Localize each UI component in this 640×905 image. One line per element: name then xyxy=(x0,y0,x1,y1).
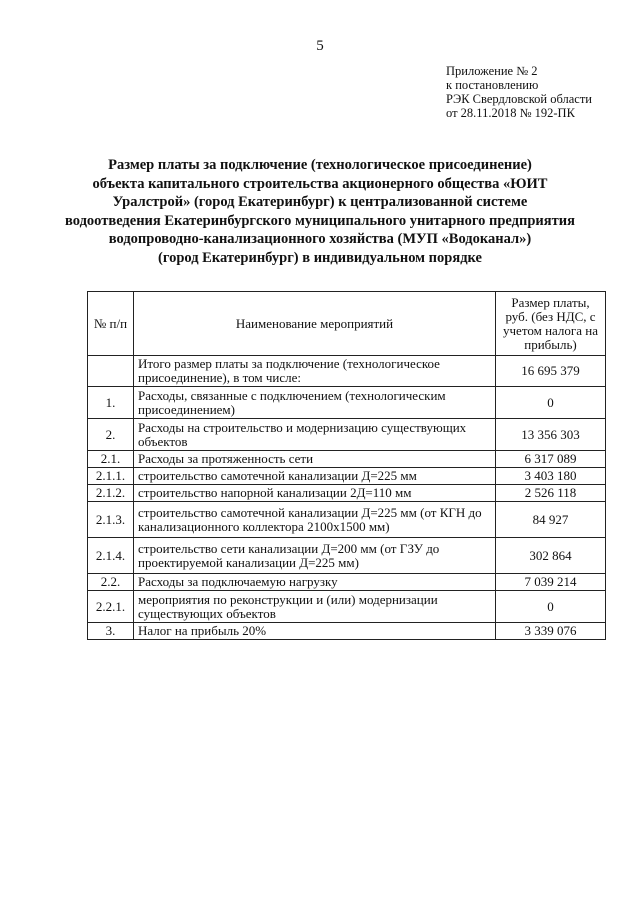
appendix-line: РЭК Свердловской области xyxy=(446,92,592,106)
appendix-line: от 28.11.2018 № 192-ПК xyxy=(446,106,575,120)
page-number: 5 xyxy=(316,38,324,54)
row-number: 2.1.1. xyxy=(88,468,134,485)
row-name: мероприятия по реконструкции и (или) модернизации существующих объектов xyxy=(134,591,496,623)
appendix-line: Приложение № 2 xyxy=(446,64,538,78)
header-name: Наименование мероприятий xyxy=(134,292,496,356)
title-line: объекта капитального строительства акционерного общества «ЮИТ xyxy=(92,175,548,192)
table-row xyxy=(88,387,606,419)
row-name: строительство самотечной канализации Д=225 мм (от КГН до канализационного коллектора 2100х1500 мм) xyxy=(134,502,496,538)
title-line: Уралстрой» (город Екатеринбург) к централизованной системе xyxy=(112,194,528,211)
row-number: 2.2.1. xyxy=(88,591,134,623)
appendix-block xyxy=(446,64,592,120)
row-number: 2.1.2. xyxy=(88,485,134,502)
table-row xyxy=(88,538,606,574)
row-name: строительство сети канализации Д=200 мм (от ГЗУ до проектируемой канализации Д=225 мм) xyxy=(134,538,496,574)
row-value: 3 339 076 xyxy=(496,623,606,640)
row-value: 0 xyxy=(496,387,606,419)
row-name: Налог на прибыль 20% xyxy=(134,623,496,640)
table-header-row xyxy=(88,292,606,356)
title-line: Размер платы за подключение (технологическое присоединение) xyxy=(108,157,532,173)
appendix-line: к постановлению xyxy=(446,78,539,92)
row-name: Итого размер платы за подключение (технологическое присоединение), в том числе: xyxy=(134,356,496,387)
row-number: 1. xyxy=(88,387,134,419)
title-line: (город Екатеринбург) в индивидуальном порядке xyxy=(158,249,482,266)
row-number: 2.1.4. xyxy=(88,538,134,574)
row-value: 3 403 180 xyxy=(496,468,606,485)
row-number: 2.2. xyxy=(88,574,134,591)
title-line: водопроводно-канализационного хозяйства (МУП «Водоканал») xyxy=(108,231,532,248)
row-name: Расходы за протяженность сети xyxy=(134,451,496,468)
row-name: Расходы, связанные с подключением (технологическим присоединением) xyxy=(134,387,496,419)
row-value: 2 526 118 xyxy=(496,485,606,502)
row-number xyxy=(88,356,134,387)
table-row xyxy=(88,623,606,640)
row-value: 16 695 379 xyxy=(496,356,606,387)
row-number: 2.1.3. xyxy=(88,502,134,538)
table-row xyxy=(88,574,606,591)
title-line: водоотведения Екатеринбургского муниципального унитарного предприятия xyxy=(65,212,575,229)
row-number: 2.1. xyxy=(88,451,134,468)
table-row xyxy=(88,591,606,623)
table-row xyxy=(88,356,606,387)
header-value: Размер платы, руб. (без НДС, с учетом налога на прибыль) xyxy=(496,292,606,356)
table-row xyxy=(88,451,606,468)
row-value: 302 864 xyxy=(496,538,606,574)
table-row xyxy=(88,485,606,502)
row-name: строительство напорной канализации 2Д=110 мм xyxy=(134,485,496,502)
table-row xyxy=(88,419,606,451)
row-value: 6 317 089 xyxy=(496,451,606,468)
row-name: строительство самотечной канализации Д=225 мм xyxy=(134,468,496,485)
header-number: № п/п xyxy=(88,292,134,356)
row-value: 0 xyxy=(496,591,606,623)
fee-table xyxy=(87,291,606,640)
document-title xyxy=(60,156,580,268)
table-row xyxy=(88,502,606,538)
table-row xyxy=(88,468,606,485)
row-value: 7 039 214 xyxy=(496,574,606,591)
row-name: Расходы за подключаемую нагрузку xyxy=(134,574,496,591)
row-name: Расходы на строительство и модернизацию существующих объектов xyxy=(134,419,496,451)
row-number: 3. xyxy=(88,623,134,640)
row-value: 84 927 xyxy=(496,502,606,538)
row-number: 2. xyxy=(88,419,134,451)
row-value: 13 356 303 xyxy=(496,419,606,451)
